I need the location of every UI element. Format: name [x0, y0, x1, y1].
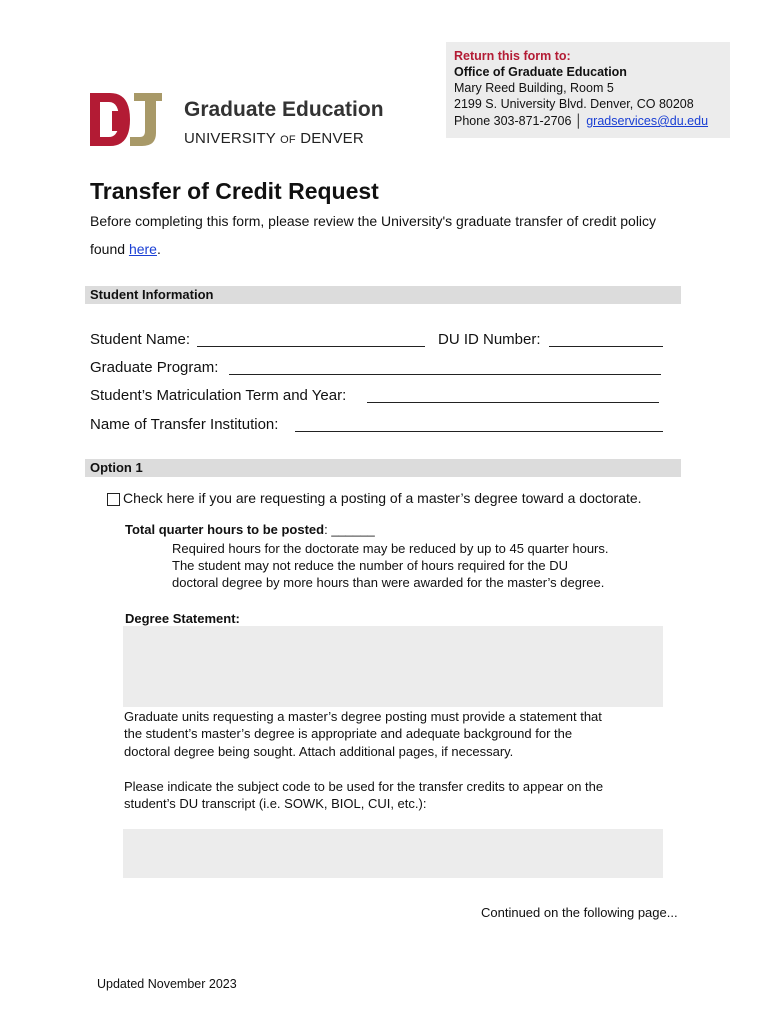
matriculation-input[interactable] — [367, 402, 659, 403]
master-degree-checkbox[interactable] — [107, 493, 120, 506]
program-label: Graduate Program: — [90, 359, 219, 376]
section-label: Option 1 — [90, 460, 143, 475]
office-name: Office of Graduate Education — [454, 65, 627, 79]
intro-line-2 — [90, 241, 161, 257]
statement-note-3: doctoral degree being sought. Attach additional pages, if necessary. — [124, 744, 514, 759]
student-name-field — [90, 331, 190, 348]
student-info-header — [85, 286, 681, 304]
du-logo-icon — [90, 93, 162, 146]
degree-statement-input[interactable] — [123, 626, 663, 707]
hours-note-2: The student may not reduce the number of hours required for the DU — [172, 558, 568, 573]
subject-note-2: student’s DU transcript (i.e. SOWK, BIOL, CUI, etc.): — [124, 796, 427, 811]
hours-note-3: doctoral degree by more hours than were awarded for the master’s degree. — [172, 575, 605, 590]
phone-text: Phone 303-871-2706 │ — [454, 114, 587, 128]
hours-blank[interactable]: : ______ — [324, 522, 375, 537]
program-input[interactable] — [229, 374, 661, 375]
logo-subtitle — [184, 130, 364, 147]
continued-note: Continued on the following page... — [481, 905, 678, 920]
du-id-field — [438, 331, 541, 348]
contact-line — [454, 113, 708, 129]
statement-note-1: Graduate units requesting a master’s degree posting must provide a statement that — [124, 709, 602, 724]
address-line-1: Mary Reed Building, Room 5 — [454, 81, 614, 95]
du-id-input[interactable] — [549, 346, 663, 347]
intro-prefix: found — [90, 241, 129, 257]
option-1-header — [85, 459, 681, 477]
matriculation-field — [90, 387, 346, 404]
matriculation-label: Student’s Matriculation Term and Year: — [90, 387, 347, 404]
email-link[interactable]: gradservices@du.edu — [586, 114, 709, 128]
hours-note-1: Required hours for the doctorate may be reduced by up to 45 quarter hours. — [172, 541, 609, 556]
policy-link[interactable]: here — [128, 241, 157, 257]
section-label: Student Information — [90, 287, 214, 302]
du-id-label: DU ID Number: — [438, 331, 541, 348]
master-degree-checkbox-label: Check here if you are requesting a posting of a master’s degree toward a doctorate. — [123, 490, 642, 506]
institution-field — [90, 416, 278, 433]
student-name-input[interactable] — [197, 346, 425, 347]
intro-line-1: Before completing this form, please review the University's graduate transfer of credit policy — [90, 213, 657, 229]
logo-title: Graduate Education — [184, 98, 384, 121]
institution-label: Name of Transfer Institution: — [90, 416, 279, 433]
subject-note-1: Please indicate the subject code to be used for the transfer credits to appear on the — [124, 779, 604, 794]
statement-note-2: the student’s master’s degree is appropriate and adequate background for the — [124, 726, 573, 741]
student-name-label: Student Name: — [90, 331, 191, 348]
subject-code-input[interactable] — [123, 829, 663, 878]
return-address-box — [446, 42, 730, 138]
logo-denver: DENVER — [300, 130, 364, 147]
institution-input[interactable] — [295, 431, 663, 432]
hours-field — [125, 522, 375, 537]
logo-university: UNIVERSITY — [184, 130, 276, 147]
return-title: Return this form to: — [454, 49, 571, 63]
footer-updated: Updated November 2023 — [97, 977, 237, 991]
hours-label: Total quarter hours to be posted — [125, 522, 325, 537]
program-field — [90, 359, 218, 376]
degree-statement-label: Degree Statement: — [125, 611, 240, 626]
address-line-2: 2199 S. University Blvd. Denver, CO 80208 — [454, 97, 694, 111]
intro-suffix: . — [156, 241, 161, 257]
page-title: Transfer of Credit Request — [90, 178, 379, 204]
logo-of: OF — [280, 134, 296, 146]
